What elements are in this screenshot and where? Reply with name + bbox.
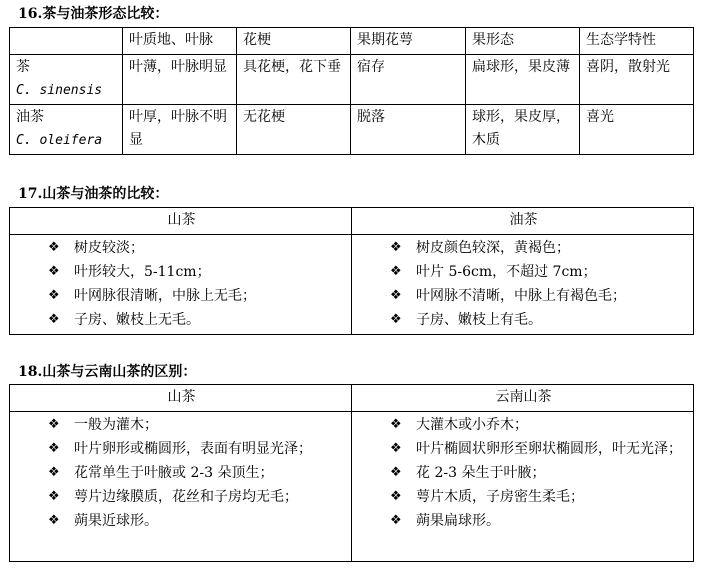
header-cell: 果期花萼 [351,28,466,55]
shancha-trait-list [10,236,351,332]
table-cell: 叶厚，叶脉不明显 [123,105,237,155]
table-header-row [10,385,694,412]
table-cell: 具花梗，花下垂 [237,55,351,105]
list-item: ❖ 叶片椭圆状卵形至卵状椭圆形，叶无光泽； [352,437,689,461]
table-cell: 喜阴，散射光 [580,55,694,105]
morphology-comparison-table [9,27,694,155]
header-cell-youcha: 油茶 [352,208,694,235]
list-item: ❖ 花 2-3 朵生于叶腋； [352,461,689,485]
table-row [10,235,694,335]
table-cell: 脱落 [351,105,466,155]
header-cell: 果形态 [466,28,580,55]
diamond-bullet-icon: ❖ [48,489,60,504]
diamond-bullet-icon: ❖ [48,417,60,432]
shancha-youcha-table [9,207,694,335]
diamond-bullet-icon: ❖ [48,312,60,327]
table-row [10,55,694,105]
diamond-bullet-icon: ❖ [48,513,60,528]
header-cell [10,28,123,55]
list-item: ❖ 蒴果扁球形。 [352,509,689,533]
table-cell: 叶薄，叶脉明显 [123,55,237,105]
table-header-row [10,208,694,235]
list-cell [10,412,352,562]
header-cell: 叶质地、叶脉 [123,28,237,55]
shancha-difference-list [10,413,347,533]
section16-title: 16.茶与油茶形态比较： [18,6,169,22]
list-item: ❖ 叶形较大，5-11cm； [10,260,351,284]
table-row [10,412,694,562]
shancha-yunnan-table [9,384,694,562]
species-name: 油茶 [16,109,44,125]
list-item: ❖ 叶片卵形或椭圆形，表面有明显光泽； [10,437,347,461]
list-item: ❖ 叶片 5-6cm，不超过 7cm； [352,260,693,284]
header-cell: 花梗 [237,28,351,55]
youcha-trait-list [352,236,693,332]
diamond-bullet-icon: ❖ [48,264,60,279]
species-latin-name: C. oleifera [16,133,103,148]
diamond-bullet-icon: ❖ [48,240,60,255]
list-cell [10,235,352,335]
table-cell: 球形，果皮厚，木质 [466,105,580,155]
diamond-bullet-icon: ❖ [390,264,402,279]
header-cell-shancha: 山茶 [10,385,352,412]
diamond-bullet-icon: ❖ [390,240,402,255]
list-item: ❖ 花常单生于叶腋或 2-3 朵顶生； [10,461,347,485]
diamond-bullet-icon: ❖ [390,288,402,303]
list-item: ❖ 树皮较淡； [10,236,351,260]
header-cell: 生态学特性 [580,28,694,55]
diamond-bullet-icon: ❖ [48,465,60,480]
section17-title: 17.山茶与油茶的比较： [18,186,169,202]
table-cell: 无花梗 [237,105,351,155]
species-name: 茶 [16,59,30,75]
table-cell: 扁球形，果皮薄 [466,55,580,105]
list-item: ❖ 子房、嫩枝上有毛。 [352,308,693,332]
diamond-bullet-icon: ❖ [390,489,402,504]
list-item: ❖ 大灌木或小乔木； [352,413,689,437]
diamond-bullet-icon: ❖ [390,312,402,327]
table-cell: 喜光 [580,105,694,155]
list-item: ❖ 树皮颜色较深，黄褐色； [352,236,693,260]
list-item: ❖ 一般为灌木； [10,413,347,437]
list-item: ❖ 蒴果近球形。 [10,509,347,533]
species-latin-name: C. sinensis [16,83,103,98]
header-cell-shancha: 山茶 [10,208,352,235]
species-cell [10,55,123,105]
list-item: ❖ 萼片边缘膜质，花丝和子房均无毛； [10,485,347,509]
diamond-bullet-icon: ❖ [390,513,402,528]
list-item: ❖ 叶网脉不清晰，中脉上有褐色毛； [352,284,693,308]
species-cell [10,105,123,155]
header-cell-yunnan-shancha: 云南山茶 [352,385,694,412]
yunnan-shancha-difference-list [352,413,689,533]
list-item: ❖ 子房、嫩枝上无毛。 [10,308,351,332]
list-cell [352,412,694,562]
section18-title: 18.山茶与云南山茶的区别： [18,364,197,380]
table-header-row [10,28,694,55]
diamond-bullet-icon: ❖ [48,288,60,303]
table-cell: 宿存 [351,55,466,105]
diamond-bullet-icon: ❖ [390,441,402,456]
list-cell [352,235,694,335]
list-item: ❖ 叶网脉很清晰，中脉上无毛； [10,284,351,308]
diamond-bullet-icon: ❖ [48,441,60,456]
list-item: ❖ 萼片木质，子房密生柔毛； [352,485,689,509]
diamond-bullet-icon: ❖ [390,465,402,480]
diamond-bullet-icon: ❖ [390,417,402,432]
table-row [10,105,694,155]
